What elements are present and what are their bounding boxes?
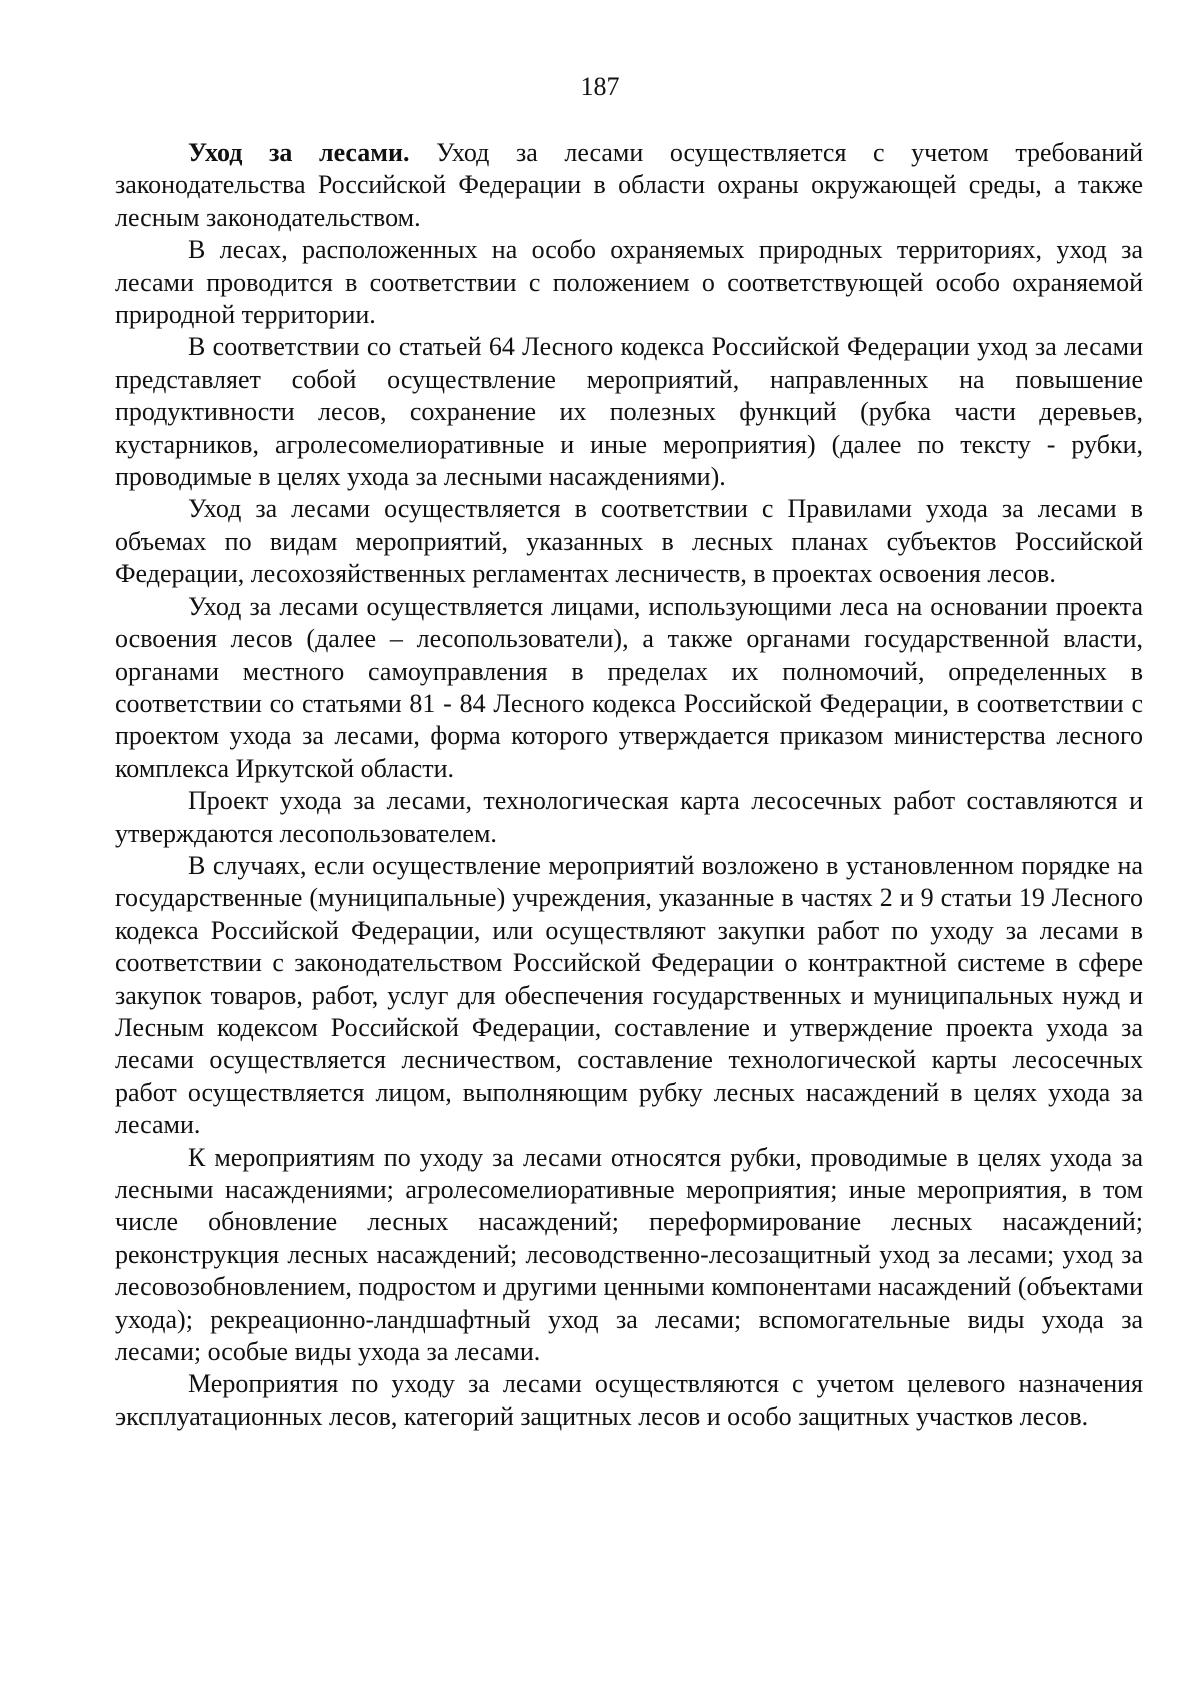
- paragraph-text: Уход за лесами осуществляется с учетом требований законодательства Российской Федерации в области охраны окружающей среды, а также лесным законодательством.: [115, 138, 1143, 232]
- paragraph: Проект ухода за лесами, технологическая карта лесосечных работ составляются и утверждаются лесопользователем.: [115, 786, 1143, 848]
- paragraph: В случаях, если осуществление мероприятий возложено в установленном порядке на государственные (муниципальные) учреждения, указанные в частях 2 и 9 статьи 19 Лесного кодекса Российской Федерации, или осуществляют закупки работ по уходу за лесами в соответствии с законодательством Российской Федерации о контрактной системе в сфере закупок товаров, работ, услуг для обеспечения государственных и муниципальных нужд и Лесным кодексом Российской Федерации, составление и утверждение проекта ухода за лесами осуществляется лесничеством, составление технологической карты лесосечных работ осуществляется лицом, выполняющим рубку лесных насаждений в целях ухода за лесами.: [115, 850, 1143, 1140]
- paragraph: В соответствии со статьей 64 Лесного кодекса Российской Федерации уход за лесами представляет собой осуществление мероприятий, направленных на повышение продуктивности лесов, сохранение их полезных функций (рубка части деревьев, кустарников, агролесомелиоративные и иные мероприятия) (далее по тексту - рубки, проводимые в целях ухода за лесными насаждениями).: [115, 332, 1143, 492]
- paragraph: Уход за лесами осуществляется в соответствии с Правилами ухода за лесами в объемах по видам мероприятий, указанных в лесных планах субъектов Российской Федерации, лесохозяйственных регламентах лесничеств, в проектах освоения лесов.: [115, 494, 1143, 589]
- paragraph: Уход за лесами осуществляется лицами, использующими леса на основании проекта освоения лесов (далее – лесопользователи), а также органами государственной власти, органами местного самоуправления в пределах их полномочий, определенных в соответствии со статьями 81 - 84 Лесного кодекса Российской Федерации, в соответствии с проектом ухода за лесами, форма которого утверждается приказом министерства лесного комплекса Иркутской области.: [115, 591, 1143, 783]
- section-heading: Уход за лесами.: [188, 138, 410, 167]
- page-number: 187: [580, 72, 620, 101]
- paragraph: [115, 137, 1143, 234]
- document-body: [115, 137, 1143, 1433]
- paragraph: К мероприятиям по уходу за лесами относятся рубки, проводимые в целях ухода за лесными насаждениями; агролесомелиоративные мероприятия; иные мероприятия, в том числе обновление лесных насаждений; переформирование лесных насаждений; реконструкция лесных насаждений; лесоводственно-лесозащитный уход за лесами; уход за лесовозобновлением, подростом и другими ценными компонентами насаждений (объектами ухода); рекреационно-ландшафтный уход за лесами; вспомогательные виды ухода за лесами; особые виды ухода за лесами.: [115, 1142, 1143, 1367]
- paragraph: В лесах, расположенных на особо охраняемых природных территориях, уход за лесами проводится в соответствии с положением о соответствующей особо охраняемой природной территории.: [115, 235, 1143, 330]
- paragraph: Мероприятия по уходу за лесами осуществляются с учетом целевого назначения эксплуатационных лесов, категорий защитных лесов и особо защитных участков лесов.: [115, 1369, 1143, 1431]
